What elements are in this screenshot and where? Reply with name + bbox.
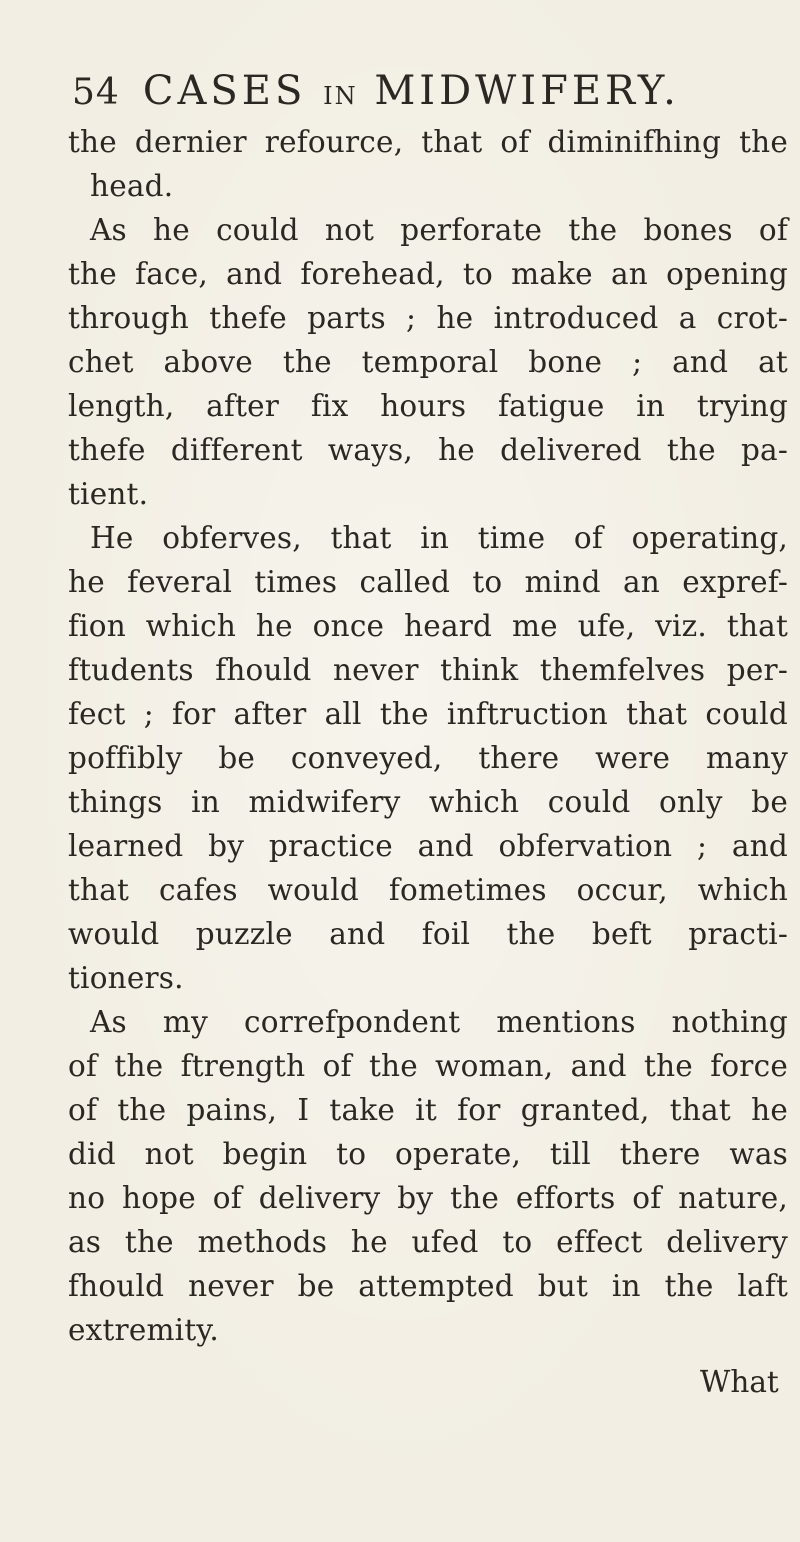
page-number: 54 <box>72 72 120 113</box>
text-line: fion which he once heard me ufe, viz. that <box>68 609 788 643</box>
catchword: What <box>700 1365 779 1399</box>
text-line: fect ; for after all the inftruction that could <box>68 697 788 731</box>
running-head-word-1: CASES <box>142 68 307 114</box>
text-line: ftudents fhould never think themfelves per- <box>68 653 788 687</box>
text-line: through thefe parts ; he introduced a crot- <box>68 301 788 335</box>
body-text <box>68 120 788 1352</box>
text-line: learned by practice and obfervation ; and <box>68 829 788 863</box>
text-line: would puzzle and foil the beft practi- <box>68 917 788 951</box>
text-line: chet above the temporal bone ; and at <box>68 345 788 379</box>
text-line: fhould never be attempted but in the laft <box>68 1269 788 1303</box>
running-head-word-2: IN <box>323 82 358 110</box>
text-line: of the ftrength of the woman, and the force <box>68 1049 788 1083</box>
text-line: poffibly be conveyed, there were many <box>68 741 788 775</box>
text-line: things in midwifery which could only be <box>68 785 788 819</box>
text-line: no hope of delivery by the efforts of nature, <box>68 1181 788 1215</box>
text-line: the dernier refource, that of diminifhing the <box>68 125 788 159</box>
text-line: thefe different ways, he delivered the pa- <box>68 433 788 467</box>
running-head <box>143 68 680 114</box>
paragraph-start-line: As he could not perforate the bones of <box>90 213 788 247</box>
text-line: the face, and forehead, to make an opening <box>68 257 788 291</box>
text-line: of the pains, I take it for granted, that he <box>68 1093 788 1127</box>
text-line: that cafes would fometimes occur, which <box>68 873 788 907</box>
text-line: tioners. <box>68 961 184 995</box>
text-line: tient. <box>68 477 149 511</box>
text-line: length, after fix hours fatigue in trying <box>68 389 788 423</box>
text-line: as the methods he ufed to effect delivery <box>68 1225 788 1259</box>
running-head-word-3: MIDWIFERY. <box>374 68 680 114</box>
text-line: he feveral times called to mind an expref- <box>68 565 788 599</box>
text-line: did not begin to operate, till there was <box>68 1137 788 1171</box>
text-line: extremity. <box>68 1313 219 1347</box>
page-header <box>72 68 732 128</box>
text-line: head. <box>90 169 174 203</box>
paragraph-start-line: He obferves, that in time of operating, <box>90 521 788 555</box>
paragraph-start-line: As my correfpondent mentions nothing <box>90 1005 788 1039</box>
